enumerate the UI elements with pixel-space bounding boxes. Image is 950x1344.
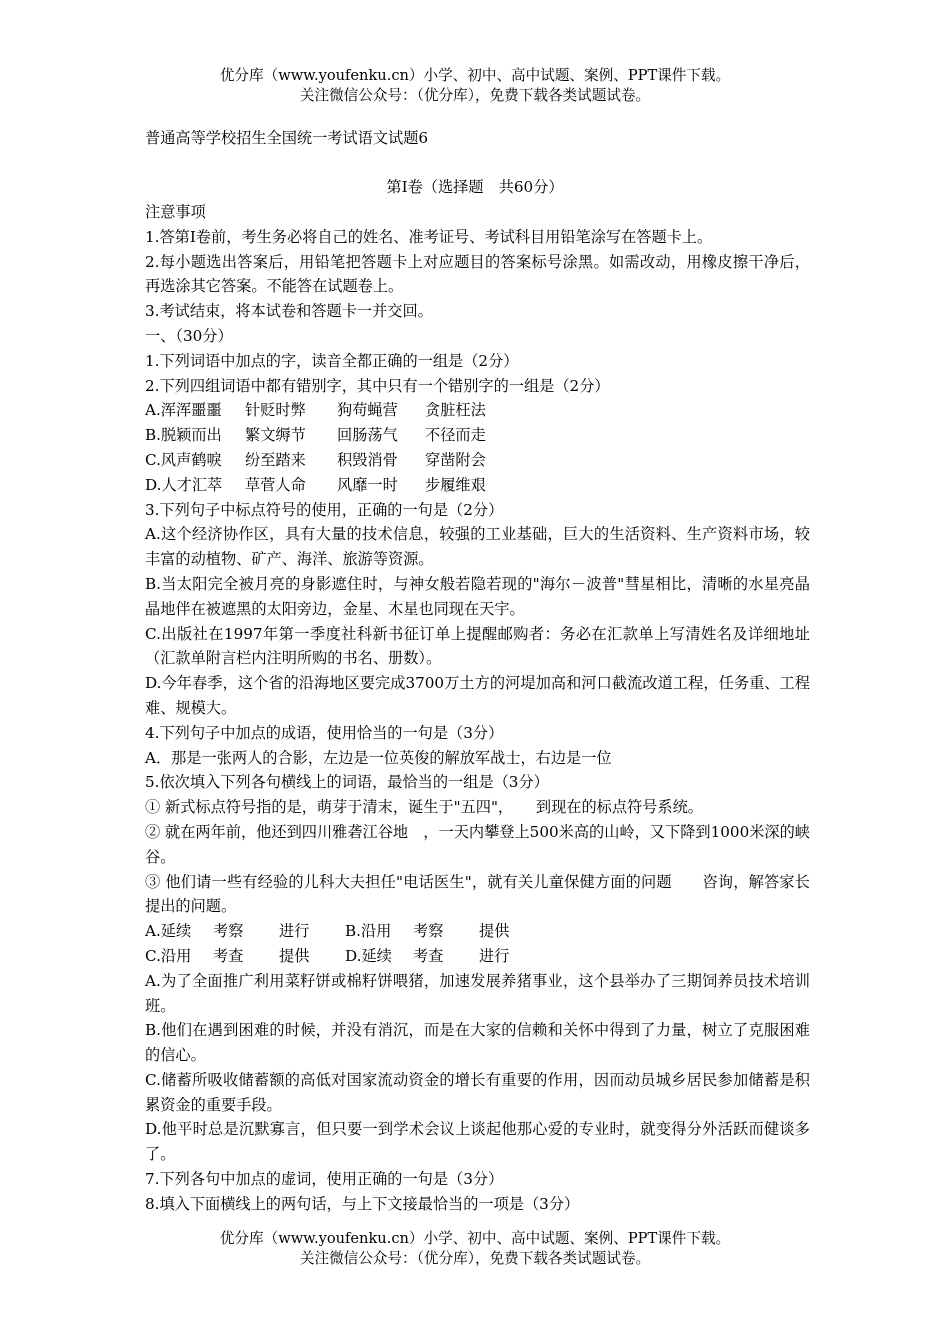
q2-word: 草菅人命 <box>245 475 306 494</box>
question-4-stem: 4.下列句子中加点的成语，使用恰当的一句是（3分） <box>145 723 504 742</box>
q6-option-c: C.储蓄所吸收储蓄额的高低对国家流动资金的增长有重要的作用，因而动员城乡居民参加储蓄是积累资金的重要手段。 <box>145 1070 810 1114</box>
q5-option-word: B.沿用 <box>345 922 392 941</box>
question-8-stem: 8.填入下面横线上的两句话，与上下文接最恰当的一项是（3分） <box>145 1194 580 1213</box>
q5-option-word: 考察 <box>413 922 444 941</box>
q2-option-c <box>145 448 810 473</box>
document-body <box>145 200 810 1217</box>
section-heading: 第Ⅰ卷（选择题 共60分） <box>386 178 564 196</box>
q5-option-word: 考察 <box>213 922 244 941</box>
q2-word: D.人才汇萃 <box>145 475 223 494</box>
question-5-stem: 5.依次填入下列各句横线上的词语，最恰当的一组是（3分） <box>145 773 549 792</box>
q5-sentence-2: ② 就在两年前，他还到四川雅砻江谷地 ，一天内攀登上500米高的山岭，又下降到1000米深的峡谷。 <box>145 822 810 866</box>
q2-word: 狗苟蝇营 <box>337 401 398 420</box>
q2-word: 纷至踏来 <box>245 450 306 469</box>
part-heading: 一、（30分） <box>145 326 233 345</box>
header-line-1: 优分库（www.youfenku.cn）小学、初中、高中试题、案例、PPT课件下载。 <box>219 67 731 84</box>
footer-line-2: 关注微信公众号：（优分库），免费下载各类试题试卷。 <box>299 1250 651 1267</box>
q2-word: 回肠荡气 <box>337 426 398 445</box>
question-1: 1.下列词语中加点的字，读音全都正确的一组是（2分） <box>145 351 519 370</box>
question-3-stem: 3.下列句子中标点符号的使用，正确的一句是（2分） <box>145 500 504 519</box>
page-footer <box>0 1229 950 1269</box>
question-7-stem: 7.下列各句中加点的虚词，使用正确的一句是（3分） <box>145 1170 504 1189</box>
q2-word: 针贬时弊 <box>245 401 306 420</box>
question-2-stem: 2.下列四组词语中都有错别字，其中只有一个错别字的一组是（2分） <box>145 376 610 395</box>
footer-line-1: 优分库（www.youfenku.cn）小学、初中、高中试题、案例、PPT课件下载。 <box>219 1230 731 1247</box>
q3-option-a: A.这个经济协作区，具有大量的技术信息，较强的工业基础，巨大的生活资料、生产资料市场，较丰富的动植物、矿产、海洋、旅游等资源。 <box>145 525 810 569</box>
q5-options-row-2 <box>145 944 810 969</box>
q2-word: A.浑浑噩噩 <box>145 401 222 420</box>
q2-word: C.风声鹤唳 <box>145 450 222 469</box>
q5-option-word: 提供 <box>279 946 310 965</box>
q2-word: 不径而走 <box>425 426 486 445</box>
q5-option-word: D.延续 <box>345 946 392 965</box>
q5-option-word: 考查 <box>213 946 244 965</box>
q5-option-word: 提供 <box>479 922 510 941</box>
notes-heading: 注意事项 <box>145 203 206 221</box>
q3-option-c: C.出版社在1997年第一季度社科新书征订单上提醒邮购者：务必在汇款单上写清姓名及详细地址（汇款单附言栏内注明所购的书名、册数）。 <box>145 624 810 668</box>
note-1: 1.答第Ⅰ卷前，考生务必将自己的姓名、准考证号、考试科目用铅笔涂写在答题卡上。 <box>145 227 713 246</box>
q2-word: 穿凿附会 <box>425 450 486 469</box>
document-title: 普通高等学校招生全国统一考试语文试题6 <box>145 129 429 147</box>
q2-word: 风靡一时 <box>337 475 398 494</box>
q5-option-word: 进行 <box>479 946 510 965</box>
q5-sentence-1: ① 新式标点符号指的是，萌芽于清末，诞生于"五四"， 到现在的标点符号系统。 <box>145 798 703 817</box>
note-2: 2.每小题选出答案后，用铅笔把答题卡上对应题目的答案标号涂黑。如需改动，用橡皮擦干净后，再选涂其它答案。不能答在试题卷上。 <box>145 252 810 296</box>
q4-option-a: A．那是一张两人的合影，左边是一位英俊的解放军战士，右边是一位 <box>145 748 612 767</box>
q3-option-b: B.当太阳完全被月亮的身影遮住时，与神女般若隐若现的"海尔－波普"彗星相比，清晰的水星亮晶晶地伴在被遮黑的太阳旁边，金星、木星也同现在天宇。 <box>145 574 810 618</box>
q2-option-a <box>145 398 810 423</box>
q2-option-b <box>145 423 810 448</box>
q2-word: 贪脏枉法 <box>425 401 486 420</box>
q5-option-word: C.沿用 <box>145 946 192 965</box>
q5-option-word: 考查 <box>413 946 444 965</box>
q2-word: 积毁消骨 <box>337 450 398 469</box>
q6-option-a: A.为了全面推广利用菜籽饼或棉籽饼喂猪，加速发展养猪事业，这个县举办了三期饲养员技术培训班。 <box>145 971 810 1015</box>
q2-option-d <box>145 473 810 498</box>
page-header <box>0 66 950 106</box>
q3-option-d: D.今年春季，这个省的沿海地区要完成3700万土方的河堤加高和河口截流改道工程，任务重、工程难、规模大。 <box>145 674 810 717</box>
q5-options-row-1 <box>145 919 810 944</box>
q6-option-b: B.他们在遇到困难的时候，并没有消沉，而是在大家的信赖和关怀中得到了力量，树立了克服困难的信心。 <box>145 1021 810 1065</box>
note-3: 3.考试结束，将本试卷和答题卡一并交回。 <box>145 302 433 321</box>
q2-word: 繁文缛节 <box>245 426 306 445</box>
q2-word: B.脱颖而出 <box>145 426 222 445</box>
q5-sentence-3: ③ 他们请一些有经验的儿科大夫担任"电话医生"，就有关儿童保健方面的问题 咨询，解答家长提出的问题。 <box>145 872 810 916</box>
q2-word: 步履维艰 <box>425 475 486 494</box>
q5-option-word: A.延续 <box>145 922 192 941</box>
q5-option-word: 进行 <box>279 922 310 941</box>
header-line-2: 关注微信公众号：（优分库），免费下载各类试题试卷。 <box>299 87 651 104</box>
q6-option-d: D.他平时总是沉默寡言，但只要一到学术会议上谈起他那心爱的专业时，就变得分外活跃而健谈多了。 <box>145 1120 810 1164</box>
